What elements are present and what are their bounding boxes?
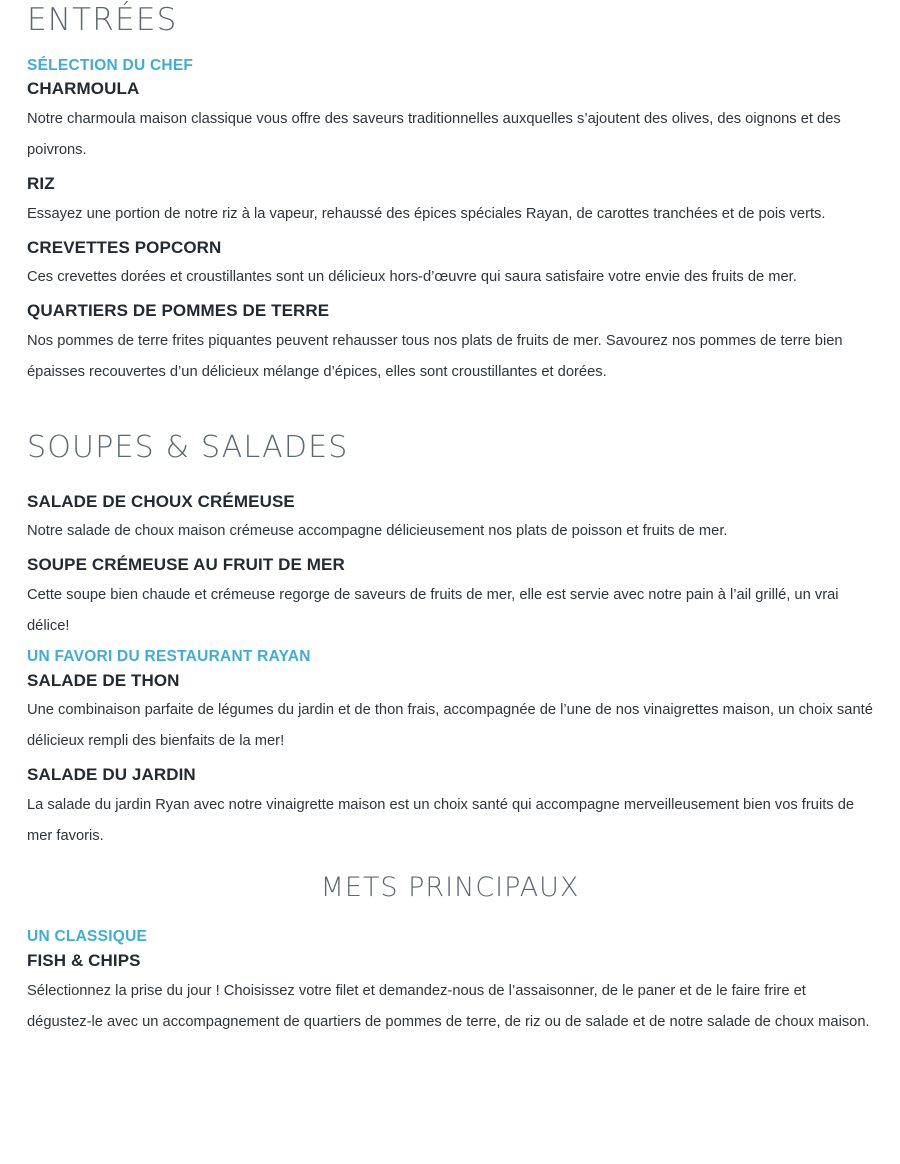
dish-description: Ces crevettes dorées et croustillantes sont un délicieux hors-d’œuvre qui saura satisfaire votre envie des fruits de mer.	[27, 269, 797, 286]
menu-item	[27, 492, 873, 548]
menu-item	[27, 174, 873, 230]
section-heading-soupes-salades: SOUPES & SALADES	[27, 430, 349, 466]
dish-description: Nos pommes de terre frites piquantes peuvent rehausser tous nos plats de fruits de mer. Savourez nos pommes de terre bien épaisses recouvertes d’un délicieux mélange d’épices, elles sont croustillantes et dorées.	[27, 333, 843, 381]
dish-title: SOUPE CRÉMEUSE AU FRUIT DE MER	[27, 555, 345, 575]
dish-title: SALADE DE THON	[27, 670, 180, 690]
menu-item	[27, 671, 873, 758]
category-label-selection-du-chef: SÉLECTION DU CHEF	[27, 56, 194, 74]
dish-title: CHARMOULA	[27, 79, 140, 99]
menu-item	[27, 79, 873, 166]
category-label-favori-restaurant-rayan: UN FAVORI DU RESTAURANT RAYAN	[27, 648, 311, 666]
menu-item	[27, 765, 873, 852]
menu-item	[27, 301, 873, 388]
dish-title: RIZ	[27, 173, 55, 193]
dish-title: QUARTIERS DE POMMES DE TERRE	[27, 301, 330, 321]
section-heading-mets-principaux: METS PRINCIPAUX	[320, 872, 580, 904]
menu-item	[27, 951, 873, 1038]
dish-description: Sélectionnez la prise du jour ! Choisissez votre filet et demandez-nous de l’assaisonner, de le paner et de le faire frire et dégustez-le avec un accompagnement de quartiers de pommes de terre, de riz ou de salade et de notre salade de choux maison.	[27, 982, 870, 1030]
category-label-un-classique: UN CLASSIQUE	[27, 928, 148, 946]
section-heading-entrees: ENTRÉES	[27, 2, 178, 38]
dish-description: Une combinaison parfaite de légumes du jardin et de thon frais, accompagnée de l’une de nos vinaigrettes maison, un choix santé délicieux rempli des bienfaits de la mer!	[27, 702, 873, 750]
dish-description: Cette soupe bien chaude et crémeuse regorge de saveurs de fruits de mer, elle est servie avec notre pain à l’ail grillé, un vrai délice!	[27, 587, 839, 635]
dish-title: SALADE DU JARDIN	[27, 765, 196, 785]
dish-title: CREVETTES POPCORN	[27, 237, 222, 257]
dish-title: SALADE DE CHOUX CRÉMEUSE	[27, 491, 295, 511]
menu-item	[27, 238, 873, 294]
dish-description: Notre salade de choux maison crémeuse accompagne délicieusement nos plats de poisson et fruits de mer.	[27, 523, 728, 540]
menu-item	[27, 555, 873, 642]
dish-description: Notre charmoula maison classique vous offre des saveurs traditionnelles auxquelles s’ajoutent des olives, des oignons et des poivrons.	[27, 110, 841, 158]
dish-title: FISH & CHIPS	[27, 951, 141, 971]
dish-description: La salade du jardin Ryan avec notre vinaigrette maison est un choix santé qui accompagne merveilleusement bien vos fruits de mer favoris.	[27, 797, 855, 845]
dish-description: Essayez une portion de notre riz à la vapeur, rehaussé des épices spéciales Rayan, de carottes tranchées et de pois verts.	[27, 205, 826, 222]
